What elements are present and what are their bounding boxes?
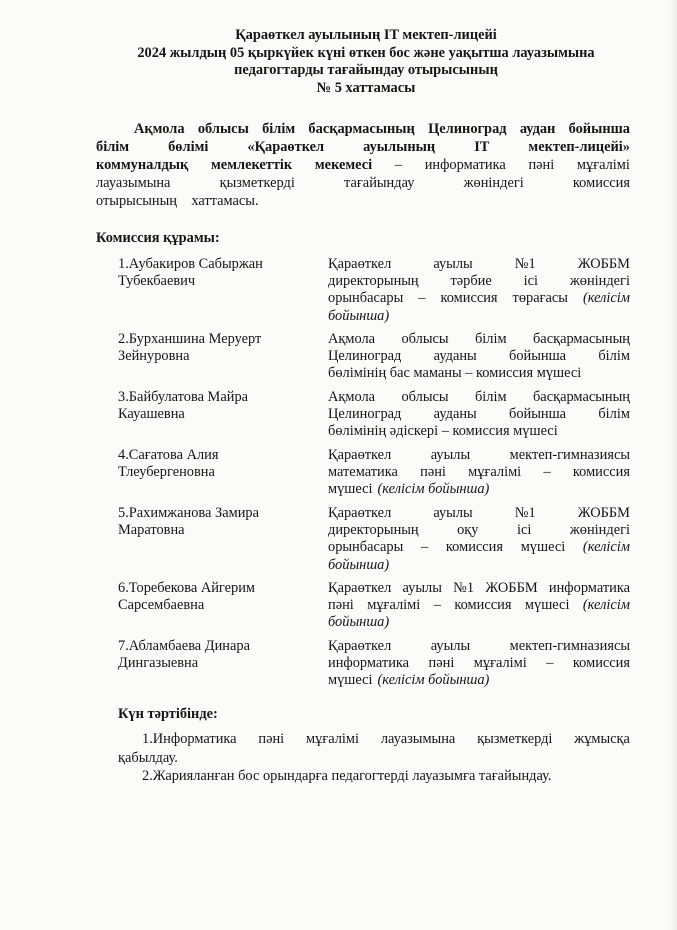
intro-line-2 — [96, 138, 630, 156]
member-role-line — [328, 557, 630, 574]
word: – — [543, 464, 551, 481]
word: информатика — [548, 580, 630, 596]
member-role-line — [328, 447, 630, 464]
word: ауданы — [433, 406, 477, 423]
member-role-line — [328, 273, 630, 290]
word: басқармасының — [532, 389, 630, 405]
word: мектеп-лицейі» — [528, 139, 630, 155]
word: комиссия — [572, 175, 630, 191]
word: қызметкерді — [477, 731, 553, 747]
word: ауылы — [430, 447, 471, 463]
commission-member — [118, 638, 630, 696]
member-name-line: 4.Сағатова Алия — [118, 447, 219, 463]
word: «Қараөткел — [247, 139, 325, 155]
word: басқармасының — [308, 121, 415, 137]
word: ауылы — [433, 505, 473, 521]
word: Ақмола — [328, 331, 376, 347]
word: мектеп-гимназиясы — [509, 447, 630, 463]
agreement-note: бойынша) — [328, 307, 390, 324]
word: мектеп-гимназиясы — [509, 638, 630, 654]
word: комиссия — [572, 655, 630, 672]
header-line-1: Қараөткел ауылының IT мектеп-лицейі — [235, 27, 497, 43]
member-role-line: бөлімінің бас маманы – комиссия мүшесі — [328, 365, 582, 382]
word: мұғалімі — [468, 464, 522, 481]
word: №1 — [514, 505, 536, 521]
intro-paragraph — [96, 120, 630, 210]
member-role — [328, 389, 630, 447]
word: лауазымына — [96, 175, 171, 191]
word: облысы — [401, 331, 449, 347]
word: Қараөткел — [328, 505, 392, 521]
word: Қараөткел — [328, 447, 392, 463]
agenda-item-1-line-1 — [118, 730, 630, 749]
member-name-line: 1.Аубакиров Сабыржан — [118, 256, 263, 272]
word: пәні — [528, 157, 555, 173]
member-role — [328, 331, 630, 389]
member-role — [328, 505, 630, 580]
word: мұғалімі — [473, 655, 527, 672]
intro-line-5-text: отырысының хаттамасы. — [96, 193, 259, 209]
member-name — [118, 331, 328, 389]
word: – — [433, 597, 441, 614]
member-name-line: 6.Торебекова Айгерим — [118, 580, 256, 596]
word: №1 — [514, 256, 536, 272]
word: жөніндегі — [463, 175, 524, 191]
member-role-line — [328, 481, 630, 498]
intro-line-1 — [96, 120, 630, 138]
word: орынбасары — [328, 290, 404, 307]
member-name — [118, 638, 328, 696]
member-name-line: Кауашевна — [118, 406, 185, 423]
word: мұғалімі — [576, 157, 630, 173]
agreement-note: (келісім бойынша) — [377, 481, 490, 498]
agenda-title: Күн тәртібінде: — [118, 706, 218, 722]
member-role-line — [328, 308, 630, 325]
word: облысы — [197, 121, 249, 137]
word: Целиноград — [328, 348, 402, 365]
word: ЖОББМ — [577, 256, 630, 272]
member-name — [118, 505, 328, 580]
commission-member — [118, 256, 630, 331]
document-header — [96, 27, 636, 98]
word: ауылы — [402, 580, 442, 596]
word: IT — [474, 139, 490, 155]
word: білім — [262, 121, 296, 137]
member-name-line: Дингазыевна — [118, 655, 199, 672]
agenda-item-2-text: 2.Жарияланған бос орындарға педагогтерді лауазымға тағайындау. — [142, 768, 552, 784]
word: мүшесі — [328, 672, 373, 689]
member-name — [118, 389, 328, 447]
commission-member — [118, 505, 630, 580]
word: мемлекеттік — [211, 157, 293, 173]
word: білім — [474, 331, 507, 347]
word: – — [418, 290, 426, 307]
header-line-2: 2024 жылдың 05 қыркүйек күні өткен бос және уақытша лауазымына — [137, 44, 595, 61]
word: ауылының — [363, 139, 436, 155]
member-name-line: 2.Бурханшина Меруерт — [118, 331, 262, 347]
member-name — [118, 447, 328, 505]
word: ісі — [516, 522, 532, 539]
member-name — [118, 256, 328, 331]
word: орынбасары — [328, 539, 404, 556]
member-name-line: Маратовна — [118, 522, 185, 539]
member-role-line — [328, 614, 630, 631]
member-name-line: Тлеубергеновна — [118, 464, 215, 481]
agreement-note: бойынша) — [328, 556, 390, 573]
word: тәрбие — [450, 273, 492, 290]
intro-line-3 — [96, 156, 630, 174]
word: – — [546, 655, 554, 672]
commission-member — [118, 580, 630, 638]
word: аудан — [519, 121, 556, 137]
page-edge-shadow — [667, 0, 677, 930]
member-name-line: Сарсембаевна — [118, 597, 205, 614]
word: бойынша — [568, 121, 630, 137]
member-role-line — [328, 256, 630, 273]
word: мүшесі — [524, 597, 570, 614]
member-role-line — [328, 638, 630, 655]
word: жөніндегі — [569, 522, 630, 539]
agenda-list — [118, 730, 630, 786]
member-role-line — [328, 597, 630, 614]
agreement-note: (келісім — [582, 539, 630, 556]
word: ауылы — [430, 638, 471, 654]
header-line-3: педагогтарды тағайындау отырысының — [234, 62, 498, 79]
agenda-item-2 — [118, 767, 630, 786]
commission-members-list — [118, 256, 630, 696]
word: оқу — [457, 522, 479, 539]
word: қызметкерді — [219, 175, 295, 191]
member-role-line — [328, 290, 630, 307]
agreement-note: (келісім бойынша) — [377, 672, 490, 689]
member-role — [328, 256, 630, 331]
word: ЖОББМ — [485, 580, 538, 596]
word: басқармасының — [532, 331, 630, 347]
word: директорының — [328, 522, 419, 539]
word: – — [421, 539, 429, 556]
member-role-line — [328, 655, 630, 672]
word: лауазымына — [380, 731, 456, 747]
member-role — [328, 638, 630, 696]
agreement-note: (келісім — [582, 290, 630, 307]
word: жұмысқа — [574, 731, 630, 747]
member-role-line — [328, 406, 630, 423]
agreement-note: (келісім — [582, 597, 630, 614]
member-name-line: Зейнуровна — [118, 348, 190, 365]
word: жөніндегі — [569, 273, 630, 290]
word: ауылы — [433, 256, 473, 272]
word: пәні — [258, 731, 285, 747]
word: бойынша — [509, 348, 567, 365]
member-role-line: бөлімінің әдіскері – комиссия мүшесі — [328, 423, 558, 440]
word: тағайындау — [344, 175, 415, 191]
member-role-line — [328, 522, 630, 539]
commission-member — [118, 447, 630, 505]
word: Қараөткел — [328, 256, 392, 272]
word: директорының — [328, 273, 419, 290]
word: бөлімі — [168, 139, 209, 155]
word: ауданы — [433, 348, 477, 365]
member-name-line: 7.Абламбаева Динара — [118, 638, 250, 654]
word: облысы — [401, 389, 449, 405]
word: информатика — [328, 655, 410, 672]
word: комиссия — [445, 539, 503, 556]
commission-member — [118, 389, 630, 447]
member-role-line — [328, 464, 630, 481]
word: №1 — [453, 580, 475, 596]
word: төрағасы — [512, 290, 568, 307]
word: комиссия — [572, 464, 630, 481]
word: мұғалімі — [306, 731, 360, 747]
agenda-item-1-line-2 — [118, 749, 630, 768]
word: пәні — [420, 464, 446, 481]
member-role-line — [328, 348, 630, 365]
word: мүшесі — [328, 481, 373, 498]
word: пәні — [428, 655, 455, 672]
word: мұғалімі — [367, 597, 421, 614]
word: Целиноград — [328, 406, 402, 423]
word: комиссия — [454, 597, 512, 614]
word: білім — [474, 389, 507, 405]
member-role — [328, 580, 630, 638]
word: Ақмола — [328, 389, 376, 405]
member-role-line — [328, 389, 630, 406]
word: білім — [598, 406, 630, 423]
header-line-4: № 5 хаттамасы — [316, 80, 416, 97]
word: бойынша — [509, 406, 567, 423]
commission-title: Комиссия құрамы: — [96, 230, 220, 246]
word: Қараөткел — [328, 638, 392, 654]
intro-line-5 — [96, 192, 630, 210]
word: коммуналдық — [96, 157, 189, 173]
word: білім — [96, 139, 130, 155]
word: білім — [598, 348, 630, 365]
member-role-line — [328, 539, 630, 556]
commission-member — [118, 331, 630, 389]
word: мүшесі — [520, 539, 566, 556]
agenda-item-1-line-2-text: қабылдау. — [118, 749, 178, 766]
member-role-line — [328, 505, 630, 522]
word: Ақмола — [134, 121, 185, 137]
word: информатика — [424, 157, 506, 173]
word: пәні — [328, 597, 354, 614]
member-name — [118, 580, 328, 638]
intro-line-4 — [96, 174, 630, 192]
word: Целиноград — [428, 121, 507, 137]
word: комиссия — [440, 290, 498, 307]
member-name-line: Тубекбаевич — [118, 273, 196, 290]
member-name-line: 3.Байбулатова Майра — [118, 389, 249, 405]
member-role-line — [328, 331, 630, 348]
agreement-note: бойынша) — [328, 614, 390, 631]
word: ЖОББМ — [577, 505, 630, 521]
member-role-line — [328, 580, 630, 597]
member-name-line: 5.Рахимжанова Замира — [118, 505, 259, 521]
word: Қараөткел — [328, 580, 392, 596]
word: – — [394, 157, 403, 173]
member-role — [328, 447, 630, 505]
word: 1.Информатика — [142, 731, 237, 747]
word: математика — [328, 464, 398, 481]
word: мекемесі — [314, 157, 373, 173]
word: ісі — [523, 273, 538, 290]
member-role-line — [328, 672, 630, 689]
